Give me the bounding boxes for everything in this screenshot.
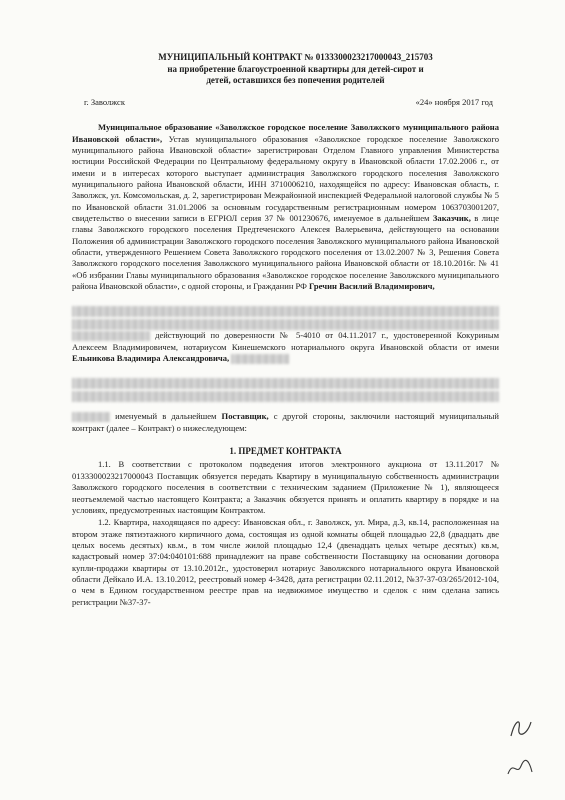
redacted-line	[72, 306, 499, 317]
contract-place: г. Заволжск	[84, 96, 125, 107]
preamble-paragraph	[72, 122, 499, 292]
redacted-block-2	[72, 378, 499, 402]
principal-name: Ельникова Владимира Александровича,	[72, 353, 230, 364]
customer-term: Заказчик,	[432, 213, 471, 223]
contract-subtitle-line2: детей, оставшихся без попечения родителей	[206, 74, 385, 85]
preamble-text-1: Устав муниципального образования «Заволжское городское поселение Заволжского муниципального района Ивановской области» зарегистрирован Отделом Главного управления Министерства юстиции Российской Федерации по Центральному федеральному округу в Ивановской области 17.02.2006 г., от имени и в интересах которого выступает администрация Заволжского городского поселения Заволжского муниципального района Ивановской области, ИНН 3710006210, находящейся по адресу: Ивановская область, г. Заволжск, ул. Комсомольская, д. 2, зарегистрирован Межрайонной инспекцией Федеральной налоговой службы № 5 по Ивановской области 31.01.2006 за основным государственным регистрационным номером 1063703001207, свидетельство о внесении записи в ЕГРЮЛ серия 37 № 001230676, именуемое в дальнейшем	[72, 133, 499, 223]
proxy-paragraph	[72, 330, 499, 364]
redacted-inline	[72, 412, 110, 422]
place-date-row	[84, 97, 493, 108]
supplier-term: Поставщик,	[221, 411, 269, 422]
clause-1-2: 1.2. Квартира, находящаяся по адресу: Ивановская обл., г. Заволжск, ул. Мира, д.3, кв.14, расположенная на втором этаже пятиэтажного кирпичного дома, состоящая из одной комнаты общей площадью 22,8 (двадцать две целых восемь десятых) кв.м., в том числе жилой площадью 12,4 (двенадцать целых четыре десятых) кв.м, кадастровый номер 37:04:040101:688 принадлежит на праве собственности Поставщику на основании договора купли-продажи квартиры от 13.10.2012г., удостоверил нотариус Заволжского нотариального округа Ивановской области Дейкало И.А. 13.10.2012, реестровый номер 4-3428, дата регистрации 02.11.2012, №37-37-03/265/2012-104, о чем в Едином государственном реестре прав на недвижимое имущество и сделок с ним сделана запись регистрации №37-37-	[72, 517, 499, 607]
redacted-line	[72, 391, 499, 402]
citizen-name: Гречин Василий Владимирович,	[309, 281, 435, 292]
supplier-text-2: с другой стороны, заключили настоящий муниципальный контракт (далее – Контракт) о нижеследующем:	[72, 411, 499, 433]
redacted-inline	[231, 354, 289, 364]
contract-date: «24» ноября 2017 год	[415, 96, 493, 107]
redacted-line	[72, 378, 499, 389]
redacted-line	[72, 319, 499, 330]
redacted-inline	[72, 331, 150, 341]
contract-title: МУНИЦИПАЛЬНЫЙ КОНТРАКТ № 0133300023217000043_215703	[158, 52, 433, 62]
municipality-name: Муниципальное образование «Заволжское городское поселение Заволжского муниципального района Ивановской области»,	[72, 122, 499, 144]
redacted-block-1	[72, 306, 499, 330]
handwritten-mark	[507, 714, 533, 742]
supplier-text-1: именуемый в дальнейшем	[110, 411, 222, 422]
section-1-title: 1. ПРЕДМЕТ КОНТРАКТА	[229, 446, 342, 457]
handwritten-signature	[505, 756, 535, 782]
preamble-text-2: в лице главы Заволжского городского поселения Предтеченского Алексея Валерьевича, действующего на основании Положения об администрации Заволжского городского поселения Заволжского муниципального района Ивановской области, утвержденного Решением Совета Заволжского городского поселения от 13.02.2007 № 3, Решения Совета Заволжского городского поселения Заволжского муниципального района Ивановской области от 18.10.2016г. № 41 «Об избрании Главы муниципального образования «Заволжское городское поселение Заволжского муниципального района Ивановской области», с одной стороны, и Гражданин РФ	[72, 213, 499, 292]
clause-1-1: 1.1. В соответствии с протоколом подведения итогов электронного аукциона от 13.11.2017 № 0133300023217000043 Поставщик обязуется передать Квартиру в муниципальную собственность администрации Заволжского городского поселения в соответствии с техническим заданием (Приложение № 1), являющееся неотъемлемой частью настоящего Контракта; а Заказчик обязуется принять и оплатить квартиру в порядке и на условиях, предусмотренных настоящим Контрактом.	[72, 459, 499, 515]
contract-subtitle-line1: на приобретение благоустроенной квартиры для детей-сирот и	[167, 63, 424, 74]
proxy-text: действующий по доверенности № 5-4010 от 04.11.2017 г., удостоверенной Кокуриным Алексеем Владимировичем, нотариусом Кинешемского нотариального округа Ивановской области от имени	[72, 330, 500, 352]
supplier-paragraph	[72, 411, 499, 434]
